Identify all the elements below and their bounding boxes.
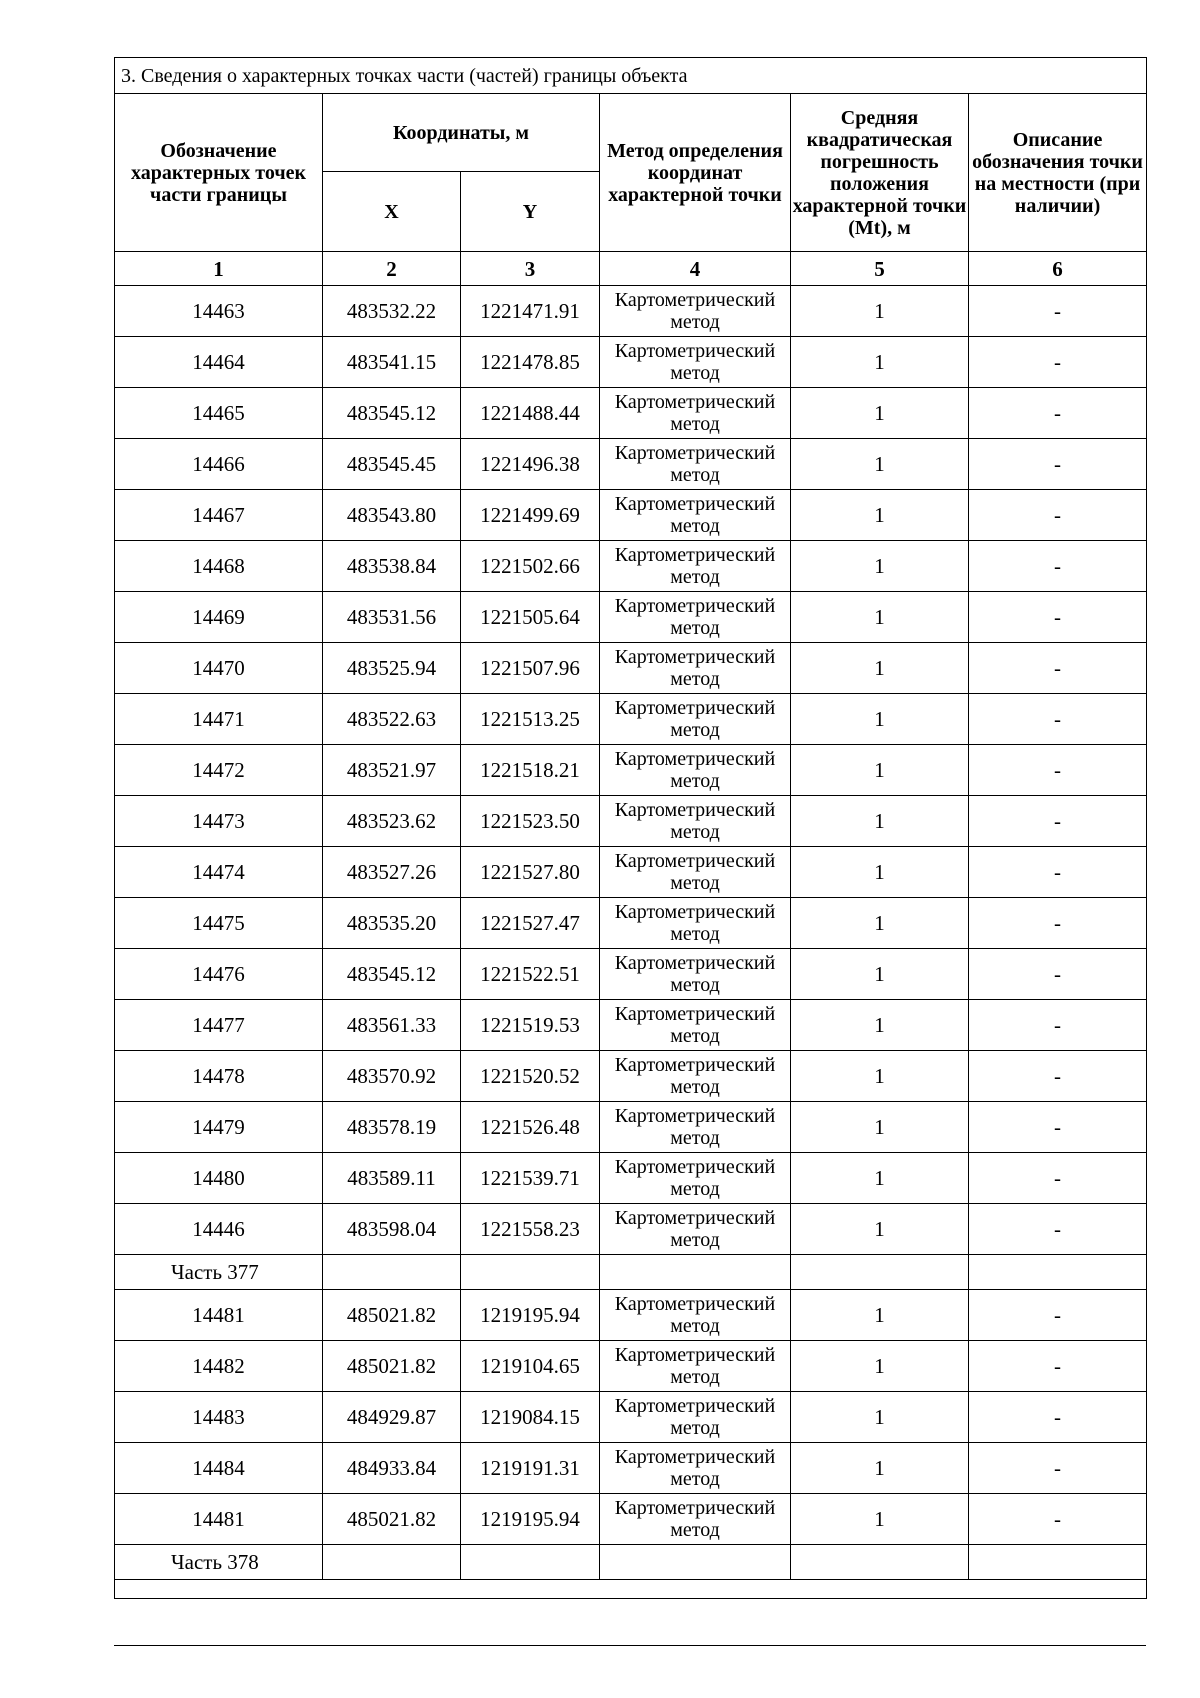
error-value: 1: [791, 847, 969, 898]
description: -: [969, 1102, 1147, 1153]
coord-y: 1221499.69: [461, 490, 600, 541]
coord-x: 483525.94: [323, 643, 461, 694]
description: -: [969, 898, 1147, 949]
description: -: [969, 1494, 1147, 1545]
description: -: [969, 286, 1147, 337]
error-value: 1: [791, 286, 969, 337]
description: -: [969, 1392, 1147, 1443]
coord-x: 483527.26: [323, 847, 461, 898]
method: Картометрический метод: [600, 1341, 791, 1392]
coord-y: 1221507.96: [461, 643, 600, 694]
table-title-row: [115, 58, 1147, 94]
error-value: 1: [791, 1102, 969, 1153]
method: Картометрический метод: [600, 1290, 791, 1341]
empty-cell: [969, 1255, 1147, 1290]
table-row: [115, 1153, 1147, 1204]
point-id: 14484: [115, 1443, 323, 1494]
point-id: 14446: [115, 1204, 323, 1255]
coord-y: 1219195.94: [461, 1290, 600, 1341]
error-value: 1: [791, 1051, 969, 1102]
description: -: [969, 796, 1147, 847]
table-row: [115, 541, 1147, 592]
error-value: 1: [791, 337, 969, 388]
header-designation: Обозначение характерных точек части границы: [115, 94, 323, 252]
error-value: 1: [791, 1494, 969, 1545]
empty-cell: [791, 1545, 969, 1580]
point-id: 14483: [115, 1392, 323, 1443]
method: Картометрический метод: [600, 439, 791, 490]
table-row: [115, 490, 1147, 541]
boundary-points-table: [114, 57, 1147, 1599]
coord-x: 483545.12: [323, 388, 461, 439]
point-id: 14472: [115, 745, 323, 796]
coord-y: 1221488.44: [461, 388, 600, 439]
empty-cell: [600, 1545, 791, 1580]
method: Картометрический метод: [600, 286, 791, 337]
point-id: 14478: [115, 1051, 323, 1102]
table-row: [115, 643, 1147, 694]
point-id: 14473: [115, 796, 323, 847]
description: -: [969, 1051, 1147, 1102]
method: Картометрический метод: [600, 1443, 791, 1494]
coord-x: 483561.33: [323, 1000, 461, 1051]
coord-y: 1221523.50: [461, 796, 600, 847]
column-number: 3: [461, 252, 600, 286]
coord-y: 1221539.71: [461, 1153, 600, 1204]
method: Картометрический метод: [600, 694, 791, 745]
table-row: [115, 1000, 1147, 1051]
header-coordinates: Координаты, м: [323, 94, 600, 172]
table-row: [115, 1290, 1147, 1341]
coord-x: 483589.11: [323, 1153, 461, 1204]
point-id: 14480: [115, 1153, 323, 1204]
point-id: 14481: [115, 1290, 323, 1341]
description: -: [969, 1290, 1147, 1341]
table-row: [115, 745, 1147, 796]
header-method: Метод определения координат характерной точки: [600, 94, 791, 252]
point-id: 14482: [115, 1341, 323, 1392]
header-x: X: [323, 172, 461, 252]
table-row: [115, 1443, 1147, 1494]
description: -: [969, 490, 1147, 541]
point-id: 14475: [115, 898, 323, 949]
point-id: 14476: [115, 949, 323, 1000]
coord-y: 1219191.31: [461, 1443, 600, 1494]
coord-y: 1221527.47: [461, 898, 600, 949]
coord-y: 1221471.91: [461, 286, 600, 337]
error-value: 1: [791, 592, 969, 643]
description: -: [969, 1443, 1147, 1494]
coord-y: 1221505.64: [461, 592, 600, 643]
point-id: 14464: [115, 337, 323, 388]
method: Картометрический метод: [600, 1204, 791, 1255]
footer-divider: [114, 1645, 1146, 1646]
table-row: [115, 439, 1147, 490]
method: Картометрический метод: [600, 1153, 791, 1204]
coord-y: 1221527.80: [461, 847, 600, 898]
method: Картометрический метод: [600, 490, 791, 541]
point-id: 14471: [115, 694, 323, 745]
table-row: [115, 1204, 1147, 1255]
coord-y: 1221522.51: [461, 949, 600, 1000]
point-id: 14463: [115, 286, 323, 337]
table-row: [115, 898, 1147, 949]
coord-y: 1219084.15: [461, 1392, 600, 1443]
method: Картометрический метод: [600, 949, 791, 1000]
error-value: 1: [791, 898, 969, 949]
coord-y: 1221496.38: [461, 439, 600, 490]
point-id: 14469: [115, 592, 323, 643]
error-value: 1: [791, 1204, 969, 1255]
coord-y: 1219104.65: [461, 1341, 600, 1392]
method: Картометрический метод: [600, 643, 791, 694]
coord-y: 1221519.53: [461, 1000, 600, 1051]
description: -: [969, 541, 1147, 592]
empty-cell: [600, 1255, 791, 1290]
column-number: 4: [600, 252, 791, 286]
method: Картометрический метод: [600, 847, 791, 898]
error-value: 1: [791, 388, 969, 439]
coord-x: 483570.92: [323, 1051, 461, 1102]
description: -: [969, 847, 1147, 898]
table-row: [115, 1494, 1147, 1545]
method: Картометрический метод: [600, 1000, 791, 1051]
error-value: 1: [791, 1000, 969, 1051]
coord-x: 484933.84: [323, 1443, 461, 1494]
error-value: 1: [791, 1392, 969, 1443]
empty-cell: [461, 1255, 600, 1290]
table-body: [115, 286, 1147, 1599]
table-row: [115, 1341, 1147, 1392]
empty-cell: [791, 1255, 969, 1290]
error-value: 1: [791, 439, 969, 490]
error-value: 1: [791, 694, 969, 745]
coord-y: 1219195.94: [461, 1494, 600, 1545]
error-value: 1: [791, 643, 969, 694]
error-value: 1: [791, 1443, 969, 1494]
coord-x: 483531.56: [323, 592, 461, 643]
empty-cell: [969, 1545, 1147, 1580]
method: Картометрический метод: [600, 541, 791, 592]
table-row: [115, 286, 1147, 337]
coord-y: 1221558.23: [461, 1204, 600, 1255]
point-id: 14470: [115, 643, 323, 694]
description: -: [969, 1341, 1147, 1392]
error-value: 1: [791, 796, 969, 847]
table-row: [115, 337, 1147, 388]
error-value: 1: [791, 745, 969, 796]
description: -: [969, 1204, 1147, 1255]
table-row: [115, 949, 1147, 1000]
method: Картометрический метод: [600, 337, 791, 388]
description: -: [969, 388, 1147, 439]
table-row: [115, 1051, 1147, 1102]
method: Картометрический метод: [600, 898, 791, 949]
coord-x: 483523.62: [323, 796, 461, 847]
method: Картометрический метод: [600, 1494, 791, 1545]
header-row-top: [115, 94, 1147, 172]
error-value: 1: [791, 1290, 969, 1341]
point-id: 14474: [115, 847, 323, 898]
empty-cell: [115, 1580, 1147, 1599]
description: -: [969, 592, 1147, 643]
coord-y: 1221478.85: [461, 337, 600, 388]
table-row: [115, 592, 1147, 643]
description: -: [969, 1153, 1147, 1204]
description: -: [969, 1000, 1147, 1051]
empty-row: [115, 1580, 1147, 1599]
point-id: 14466: [115, 439, 323, 490]
error-value: 1: [791, 1153, 969, 1204]
method: Картометрический метод: [600, 745, 791, 796]
coord-x: 483538.84: [323, 541, 461, 592]
coord-x: 483522.63: [323, 694, 461, 745]
point-id: 14467: [115, 490, 323, 541]
coord-x: 483521.97: [323, 745, 461, 796]
coord-y: 1221513.25: [461, 694, 600, 745]
method: Картометрический метод: [600, 1392, 791, 1443]
table-row: [115, 847, 1147, 898]
coord-x: 485021.82: [323, 1494, 461, 1545]
method: Картометрический метод: [600, 796, 791, 847]
error-value: 1: [791, 949, 969, 1000]
coord-x: 483532.22: [323, 286, 461, 337]
coord-x: 483545.45: [323, 439, 461, 490]
coord-x: 485021.82: [323, 1341, 461, 1392]
description: -: [969, 439, 1147, 490]
coord-y: 1221518.21: [461, 745, 600, 796]
coord-y: 1221520.52: [461, 1051, 600, 1102]
column-number: 5: [791, 252, 969, 286]
table-row: [115, 796, 1147, 847]
coord-x: 484929.87: [323, 1392, 461, 1443]
empty-cell: [323, 1255, 461, 1290]
column-number-row: [115, 252, 1147, 286]
table-row: [115, 694, 1147, 745]
description: -: [969, 745, 1147, 796]
point-id: 14468: [115, 541, 323, 592]
point-id: 14477: [115, 1000, 323, 1051]
method: Картометрический метод: [600, 592, 791, 643]
point-id: 14465: [115, 388, 323, 439]
coord-x: 483535.20: [323, 898, 461, 949]
method: Картометрический метод: [600, 1051, 791, 1102]
error-value: 1: [791, 1341, 969, 1392]
description: -: [969, 694, 1147, 745]
description: -: [969, 949, 1147, 1000]
description: -: [969, 643, 1147, 694]
coord-x: 483578.19: [323, 1102, 461, 1153]
error-value: 1: [791, 541, 969, 592]
part-row: [115, 1255, 1147, 1290]
part-label: Часть 378: [115, 1545, 323, 1580]
empty-cell: [461, 1545, 600, 1580]
table-row: [115, 1392, 1147, 1443]
header-y: Y: [461, 172, 600, 252]
point-id: 14479: [115, 1102, 323, 1153]
coord-y: 1221526.48: [461, 1102, 600, 1153]
method: Картометрический метод: [600, 1102, 791, 1153]
description: -: [969, 337, 1147, 388]
coord-x: 483545.12: [323, 949, 461, 1000]
coord-x: 485021.82: [323, 1290, 461, 1341]
column-number: 1: [115, 252, 323, 286]
column-number: 2: [323, 252, 461, 286]
table-title: 3. Сведения о характерных точках части (частей) границы объекта: [115, 58, 1147, 94]
coord-x: 483541.15: [323, 337, 461, 388]
header-error: Средняя квадратическая погрешность положения характерной точки (Mt), м: [791, 94, 969, 252]
header-description: Описание обозначения точки на местности (при наличии): [969, 94, 1147, 252]
table-row: [115, 1102, 1147, 1153]
coord-y: 1221502.66: [461, 541, 600, 592]
coord-x: 483598.04: [323, 1204, 461, 1255]
error-value: 1: [791, 490, 969, 541]
part-label: Часть 377: [115, 1255, 323, 1290]
column-number: 6: [969, 252, 1147, 286]
method: Картометрический метод: [600, 388, 791, 439]
part-row: [115, 1545, 1147, 1580]
table-row: [115, 388, 1147, 439]
document-sheet: [114, 57, 1146, 1599]
point-id: 14481: [115, 1494, 323, 1545]
coord-x: 483543.80: [323, 490, 461, 541]
empty-cell: [323, 1545, 461, 1580]
